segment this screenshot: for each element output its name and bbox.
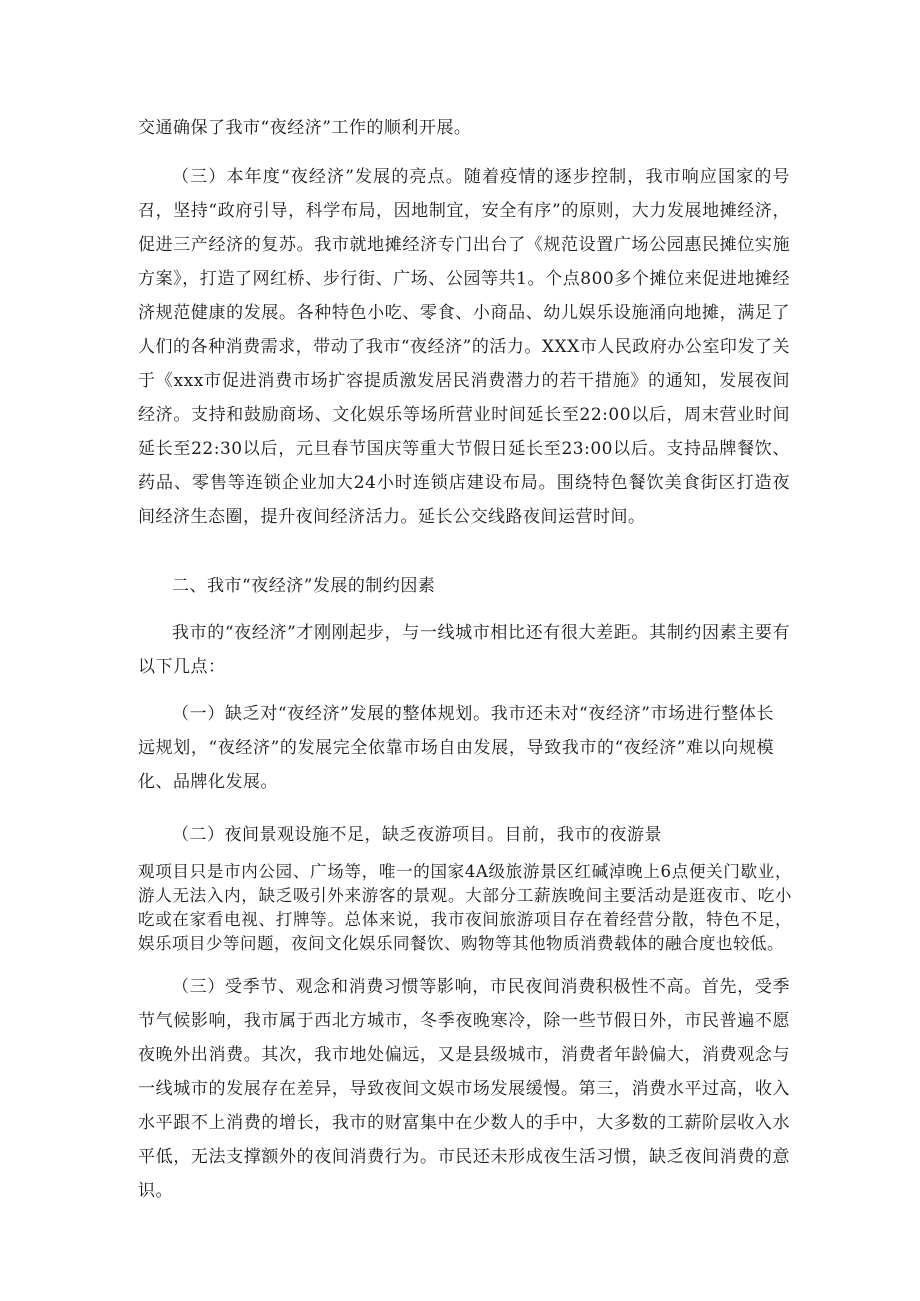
- section-heading-constraints: 二、我市“夜经济”发展的制约因素: [172, 576, 436, 596]
- paragraph-constraints-intro: 我市的“夜经济”才刚刚起步，与一线城市相比还有很大差距。其制约因素主要有以下几点：: [138, 623, 790, 677]
- paragraph-season-habits: （三）受季节、观念和消费习惯等影响，市民夜间消费积极性不高。首先，受季节气候影响，我市属于西北方城市，冬季夜晚寒冷，除一些节假日外，市民普遍不愿夜晚外出消费。其次，我市地处偏远，又是县级城市，消费者年龄偏大，消费观念与一线城市的发展存在差异，导致夜间文娱市场发展缓慢。第三，消费水平过高，收入水平跟不上消费的增长，我市的财富集中在少数人的手中，大多数的工薪阶层收入水平低，无法支撑额外的夜间消费行为。市民还未形成夜生活习惯，缺乏夜间消费的意识。: [138, 977, 790, 1201]
- paragraph-lack-of-planning: （一）缺乏对“夜经济”发展的整体规划。我市还未对“夜经济”市场进行整体长远规划，“夜经济”的发展完全依靠市场自由发展，导致我市的“夜经济”难以向规模化、品牌化发展。: [138, 704, 774, 792]
- paragraph-night-landscape-heading: （二）夜间景观设施不足，缺乏夜游项目。目前，我市的夜游景: [172, 825, 662, 845]
- paragraph-night-landscape-body: 观项目只是市内公园、广场等，唯一的国家4A级旅游景区红碱淖晚上6点便关门歇业，游人无法入内，缺乏吸引外来游客的景观。大部分工薪族晚间主要活动是逛夜市、吃小吃或在家看电视、打牌等。总体来说，我市夜间旅游项目存在着经营分散，特色不足，娱乐项目少等问题，夜间文化娱乐同餐饮、购物等其他物质消费载体的融合度也较低。: [138, 862, 792, 953]
- paragraph-continuation: 交通确保了我市“夜经济”工作的顺利开展。: [138, 118, 472, 138]
- paragraph-highlights: （三）本年度“夜经济”发展的亮点。随着疫情的逐步控制，我市响应国家的号召，坚持“政府引导，科学布局，因地制宜，安全有序”的原则，大力发展地摊经济，促进三产经济的复苏。我市就地摊经济专门出台了《规范设置广场公园惠民摊位实施方案》，打造了网红桥、步行街、广场、公园等共1。个点800多个摊位来促进地摊经济规范健康的发展。各种特色小吃、零食、小商品、幼儿娱乐设施涌向地摊，满足了人们的各种消费需求，带动了我市“夜经济”的活力。XXX市人民政府办公室印发了关于《xxx市促进消费市场扩容提质激发居民消费潜力的若干措施》的通知，发展夜间经济。支持和鼓励商场、文化娱乐等场所营业时间延长至22:00以后，周末营业时间延长至22:30以后，元旦春节国庆等重大节假日延长至23:00以后。支持品牌餐饮、药品、零售等连锁企业加大24小时连锁店建设布局。围绕特色餐饮美食街区打造夜间经济生态圈，提升夜间经济活力。延长公交线路夜间运营时间。: [138, 167, 790, 527]
